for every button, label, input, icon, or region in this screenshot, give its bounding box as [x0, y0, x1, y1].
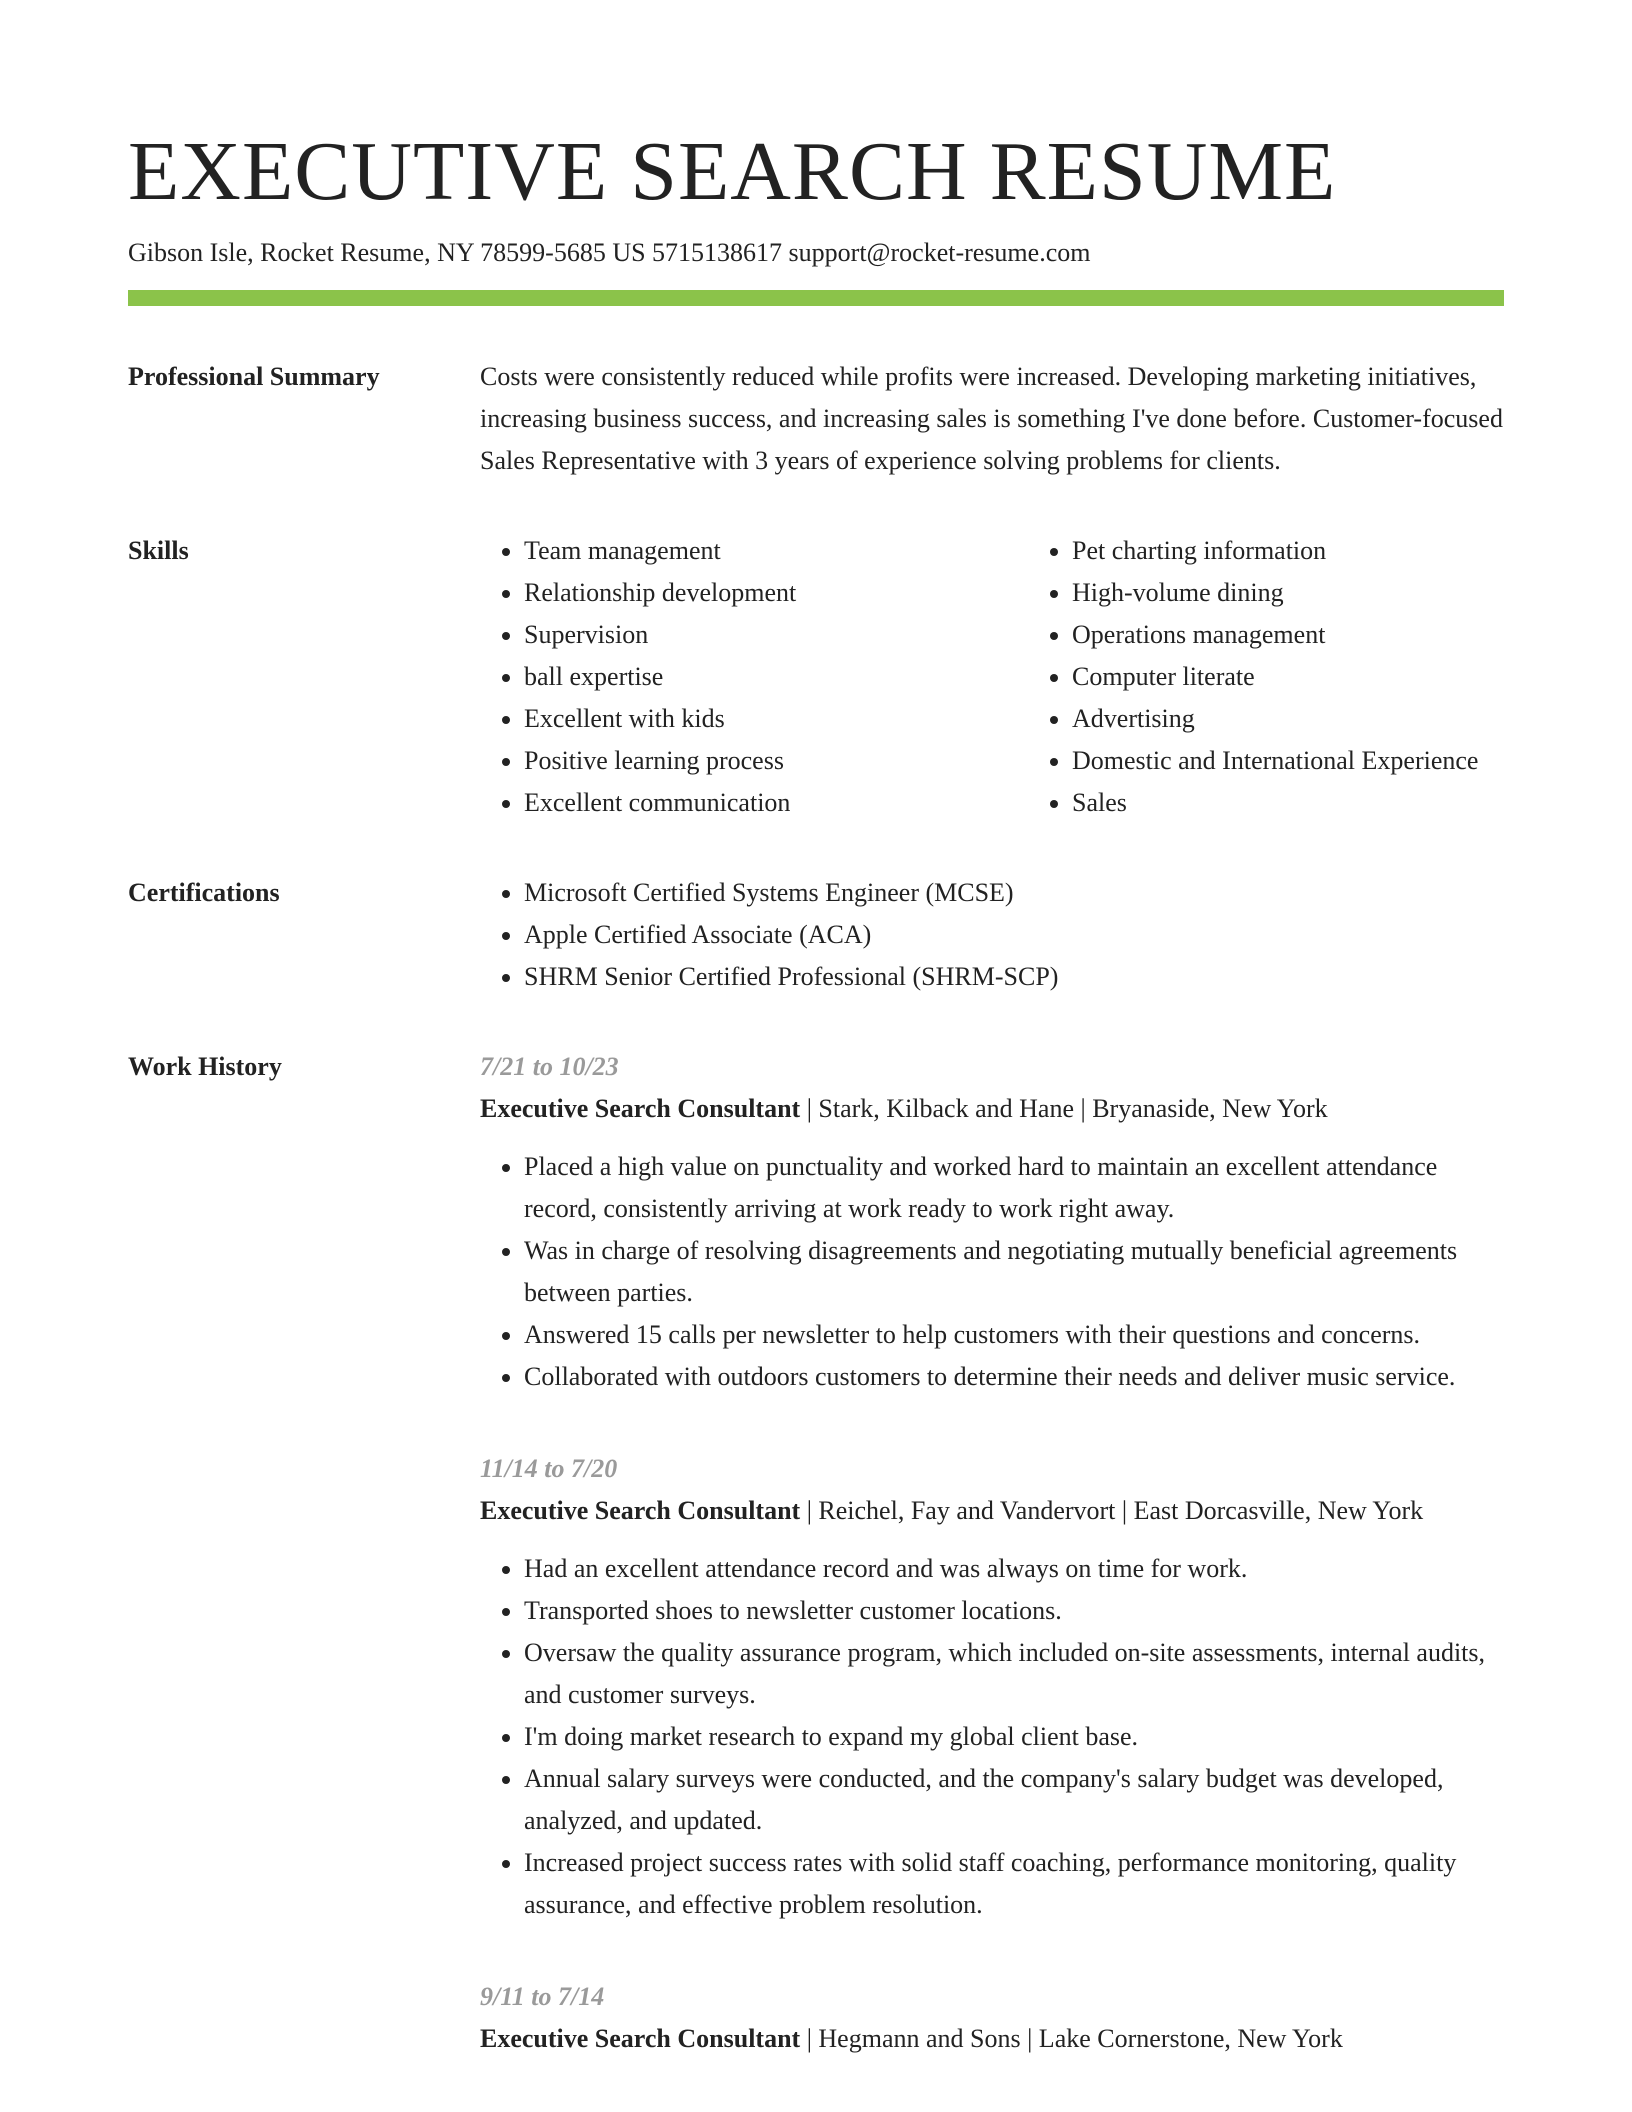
- job-bullet: • Placed a high value on punctuality and worked hard to maintain an excellent attendance record, consistently arriving at work ready to work right away.: [524, 1146, 1504, 1230]
- skill-item: • Operations management: [1072, 614, 1504, 656]
- job-entry: [480, 1448, 1504, 1926]
- certifications-list: [480, 872, 1504, 998]
- certification-item: • Apple Certified Associate (ACA): [524, 914, 1504, 956]
- certification-item: • Microsoft Certified Systems Engineer (MCSE): [524, 872, 1504, 914]
- skills-list-left: [480, 530, 1028, 824]
- section-label-certifications: Certifications: [128, 878, 280, 907]
- job-dates: 9/11 to 7/14: [480, 1982, 605, 2011]
- job-bullet: • Was in charge of resolving disagreements and negotiating mutually beneficial agreements between parties.: [524, 1230, 1504, 1314]
- skill-item: • Advertising: [1072, 698, 1504, 740]
- skills-list-right: [1028, 530, 1504, 824]
- job-bullets: [480, 1146, 1504, 1398]
- section-label-work-history: Work History: [128, 1052, 282, 1081]
- skill-item: • Domestic and International Experience: [1072, 740, 1504, 782]
- skill-item: • Supervision: [524, 614, 1028, 656]
- skill-item: • Team management: [524, 530, 1028, 572]
- job-heading: [480, 2018, 1504, 2060]
- job-title: Executive Search Consultant: [480, 1496, 801, 1525]
- job-entry: [480, 1046, 1504, 1398]
- job-entry: [480, 1976, 1504, 2060]
- certification-item: • SHRM Senior Certified Professional (SHRM-SCP): [524, 956, 1504, 998]
- job-bullet: • Increased project success rates with solid staff coaching, performance monitoring, quality assurance, and effective problem resolution.: [524, 1842, 1504, 1926]
- job-bullets: [480, 1548, 1504, 1926]
- certifications-section: [128, 872, 1504, 998]
- skill-item: • Excellent with kids: [524, 698, 1028, 740]
- job-bullet: • Had an excellent attendance record and was always on time for work.: [524, 1548, 1504, 1590]
- work-history-section: [128, 1046, 1504, 2110]
- skill-item: • High-volume dining: [1072, 572, 1504, 614]
- job-title: Executive Search Consultant: [480, 2024, 801, 2053]
- accent-divider: [128, 290, 1504, 306]
- job-bullet: • I'm doing market research to expand my global client base.: [524, 1716, 1504, 1758]
- job-employer-location: | Hegmann and Sons | Lake Cornerstone, New York: [800, 2024, 1343, 2053]
- job-employer-location: | Reichel, Fay and Vandervort | East Dorcasville, New York: [800, 1496, 1424, 1525]
- job-heading: [480, 1088, 1504, 1130]
- skill-item: • Excellent communication: [524, 782, 1028, 824]
- skill-item: • ball expertise: [524, 656, 1028, 698]
- contact-line: Gibson Isle, Rocket Resume, NY 78599-5685 US 5715138617 support@rocket-resume.com: [128, 238, 1091, 267]
- skill-item: • Computer literate: [1072, 656, 1504, 698]
- job-dates: 7/21 to 10/23: [480, 1052, 619, 1081]
- section-label-skills: Skills: [128, 536, 189, 565]
- section-label-summary: Professional Summary: [128, 362, 380, 391]
- job-bullet: • Collaborated with outdoors customers to determine their needs and deliver music service.: [524, 1356, 1504, 1398]
- resume-title: EXECUTIVE SEARCH RESUME: [128, 125, 1337, 218]
- job-employer-location: | Stark, Kilback and Hane | Bryanaside, New York: [800, 1094, 1328, 1123]
- skill-item: • Relationship development: [524, 572, 1028, 614]
- skill-item: • Sales: [1072, 782, 1504, 824]
- job-bullet: • Transported shoes to newsletter customer locations.: [524, 1590, 1504, 1632]
- summary-section: [128, 356, 1504, 482]
- summary-text: Costs were consistently reduced while profits were increased. Developing marketing initiatives, increasing business success, and increasing sales is something I've done before. Customer-focused Sales Representative with 3 years of experience solving problems for clients.: [480, 362, 1503, 475]
- job-title: Executive Search Consultant: [480, 1094, 801, 1123]
- job-bullet: • Oversaw the quality assurance program, which included on-site assessments, internal audits, and customer surveys.: [524, 1632, 1504, 1716]
- skills-section: [128, 530, 1504, 824]
- job-heading: [480, 1490, 1504, 1532]
- job-bullet: • Answered 15 calls per newsletter to help customers with their questions and concerns.: [524, 1314, 1504, 1356]
- resume-page: [128, 0, 1504, 2110]
- skill-item: • Pet charting information: [1072, 530, 1504, 572]
- job-bullet: • Annual salary surveys were conducted, and the company's salary budget was developed, analyzed, and updated.: [524, 1758, 1504, 1842]
- skill-item: • Positive learning process: [524, 740, 1028, 782]
- job-dates: 11/14 to 7/20: [480, 1454, 618, 1483]
